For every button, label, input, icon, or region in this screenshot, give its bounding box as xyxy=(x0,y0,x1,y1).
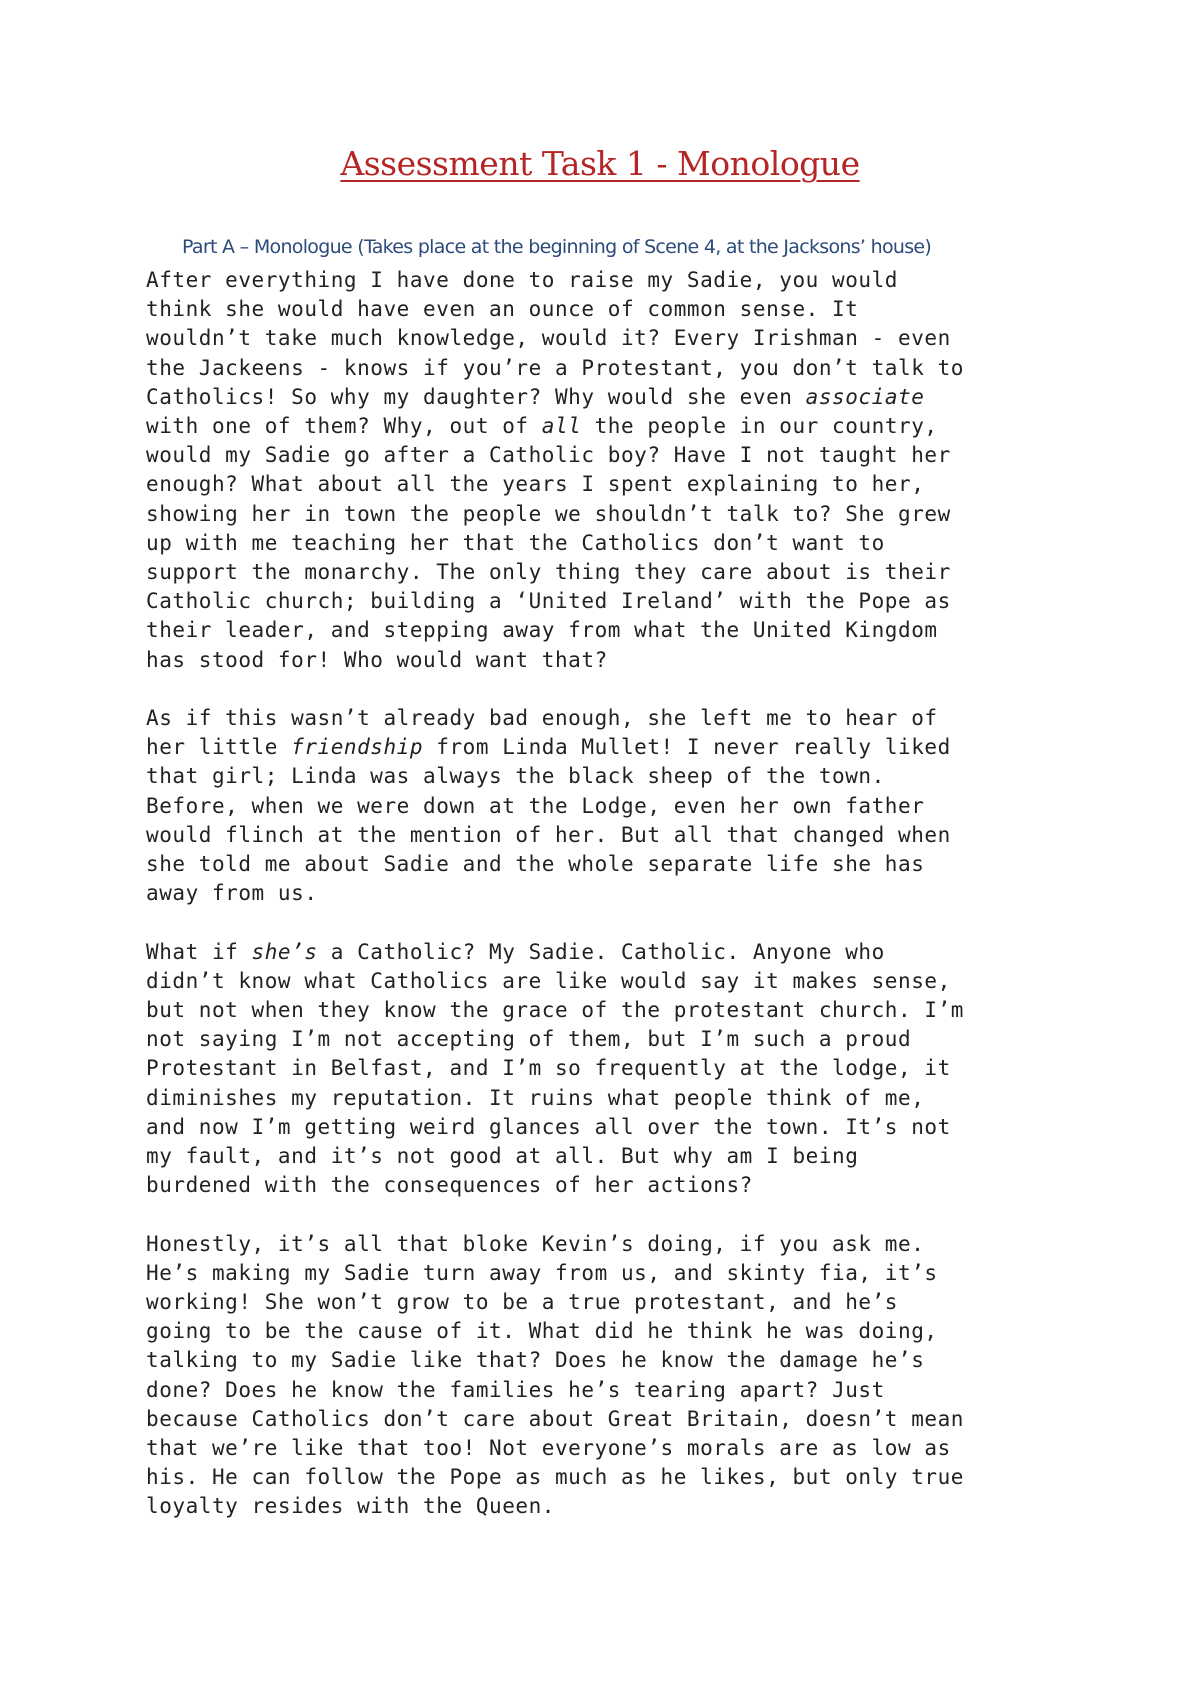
text-line: because Catholics don’t care about Great Britain, doesn’t mean xyxy=(146,1406,964,1431)
text-line: and now I’m getting weird glances all over the town. It’s not xyxy=(146,1114,951,1139)
text-line: Catholics! So why my daughter? Why would she even associate xyxy=(146,384,925,409)
text-line: would my Sadie go after a Catholic boy? Have I not taught her xyxy=(146,443,951,468)
text-line: After everything I have done to raise my Sadie, you would xyxy=(146,268,899,292)
text-line: burdened with the consequences of her actions? xyxy=(146,1173,753,1198)
text-line: support the monarchy. The only thing they care about is their xyxy=(146,560,951,585)
text-line: Catholic church; building a ‘United Ireland’ with the Pope as xyxy=(146,589,951,614)
text-line: talking to my Sadie like that? Does he know the damage he’s xyxy=(146,1348,925,1373)
text-line: that we’re like that too! Not everyone’s morals are as low as xyxy=(146,1436,951,1461)
text-line: up with me teaching her that the Catholics don’t want to xyxy=(146,530,885,555)
text-line: his. He can follow the Pope as much as he likes, but only true xyxy=(146,1465,964,1490)
text-line: their leader, and stepping away from what the United Kingdom xyxy=(146,618,938,643)
text-line: He’s making my Sadie turn away from us, and skinty fia, it’s xyxy=(146,1260,938,1285)
text-line: with one of them? Why, out of all the people in our country, xyxy=(146,414,938,439)
text-line: she told me about Sadie and the whole separate life she has xyxy=(146,852,925,877)
text-line: her little friendship from Linda Mullet! I never really liked xyxy=(146,735,951,760)
text-line: loyalty resides with the Queen. xyxy=(146,1494,555,1519)
text-line: Honestly, it’s all that bloke Kevin’s doing, if you ask me. xyxy=(146,1231,925,1256)
text-line: As if this wasn’t already bad enough, she left me to hear of xyxy=(146,706,938,731)
text-line: my fault, and it’s not good at all. But why am I being xyxy=(146,1144,859,1169)
text-line: the Jackeens - knows if you’re a Protestant, you don’t talk to xyxy=(146,355,964,380)
emphasis-text: friendship xyxy=(291,735,424,760)
text-line: not saying I’m not accepting of them, but I’m such a proud xyxy=(146,1027,912,1052)
document-title: Assessment Task 1 - Monologue xyxy=(340,144,860,183)
text-line: away from us. xyxy=(146,881,318,906)
text-line: has stood for! Who would want that? xyxy=(146,647,608,672)
text-line: think she would have even an ounce of common sense. It xyxy=(146,297,859,322)
text-line: working! She won’t grow to be a true protestant, and he’s xyxy=(146,1290,899,1315)
monologue-paragraph xyxy=(146,1230,1066,1522)
part-a-heading: Part A – Monologue (Takes place at the beginning of Scene 4, at the Jacksons’ house) xyxy=(182,236,932,258)
text-line: but not when they know the grace of the protestant church. I’m xyxy=(146,998,964,1023)
text-line: that girl; Linda was always the black sheep of the town. xyxy=(146,764,885,789)
text-line: would flinch at the mention of her. But all that changed when xyxy=(146,822,951,847)
text-line: Before, when we were down at the Lodge, even her own father xyxy=(146,793,925,818)
emphasis-text: all xyxy=(541,414,582,439)
text-line: enough? What about all the years I spent explaining to her, xyxy=(146,472,925,497)
monologue-paragraph xyxy=(146,704,1066,908)
text-line: What if she’s a Catholic? My Sadie. Catholic. Anyone who xyxy=(146,939,885,964)
text-line: going to be the cause of it. What did he think he was doing, xyxy=(146,1319,938,1344)
text-line: Protestant in Belfast, and I’m so frequently at the lodge, it xyxy=(146,1056,951,1081)
text-line: showing her in town the people we shouldn’t talk to? She grew xyxy=(146,501,951,526)
monologue-body xyxy=(146,266,1066,1551)
text-line: didn’t know what Catholics are like would say it makes sense, xyxy=(146,968,951,993)
text-line: wouldn’t take much knowledge, would it? Every Irishman - even xyxy=(146,326,951,351)
emphasis-text: associate xyxy=(805,384,925,409)
emphasis-text: she’s xyxy=(251,939,318,964)
text-line: done? Does he know the families he’s tearing apart? Just xyxy=(146,1377,885,1402)
text-line: diminishes my reputation. It ruins what people think of me, xyxy=(146,1085,925,1110)
monologue-paragraph xyxy=(146,938,1066,1201)
monologue-paragraph xyxy=(146,266,1066,675)
